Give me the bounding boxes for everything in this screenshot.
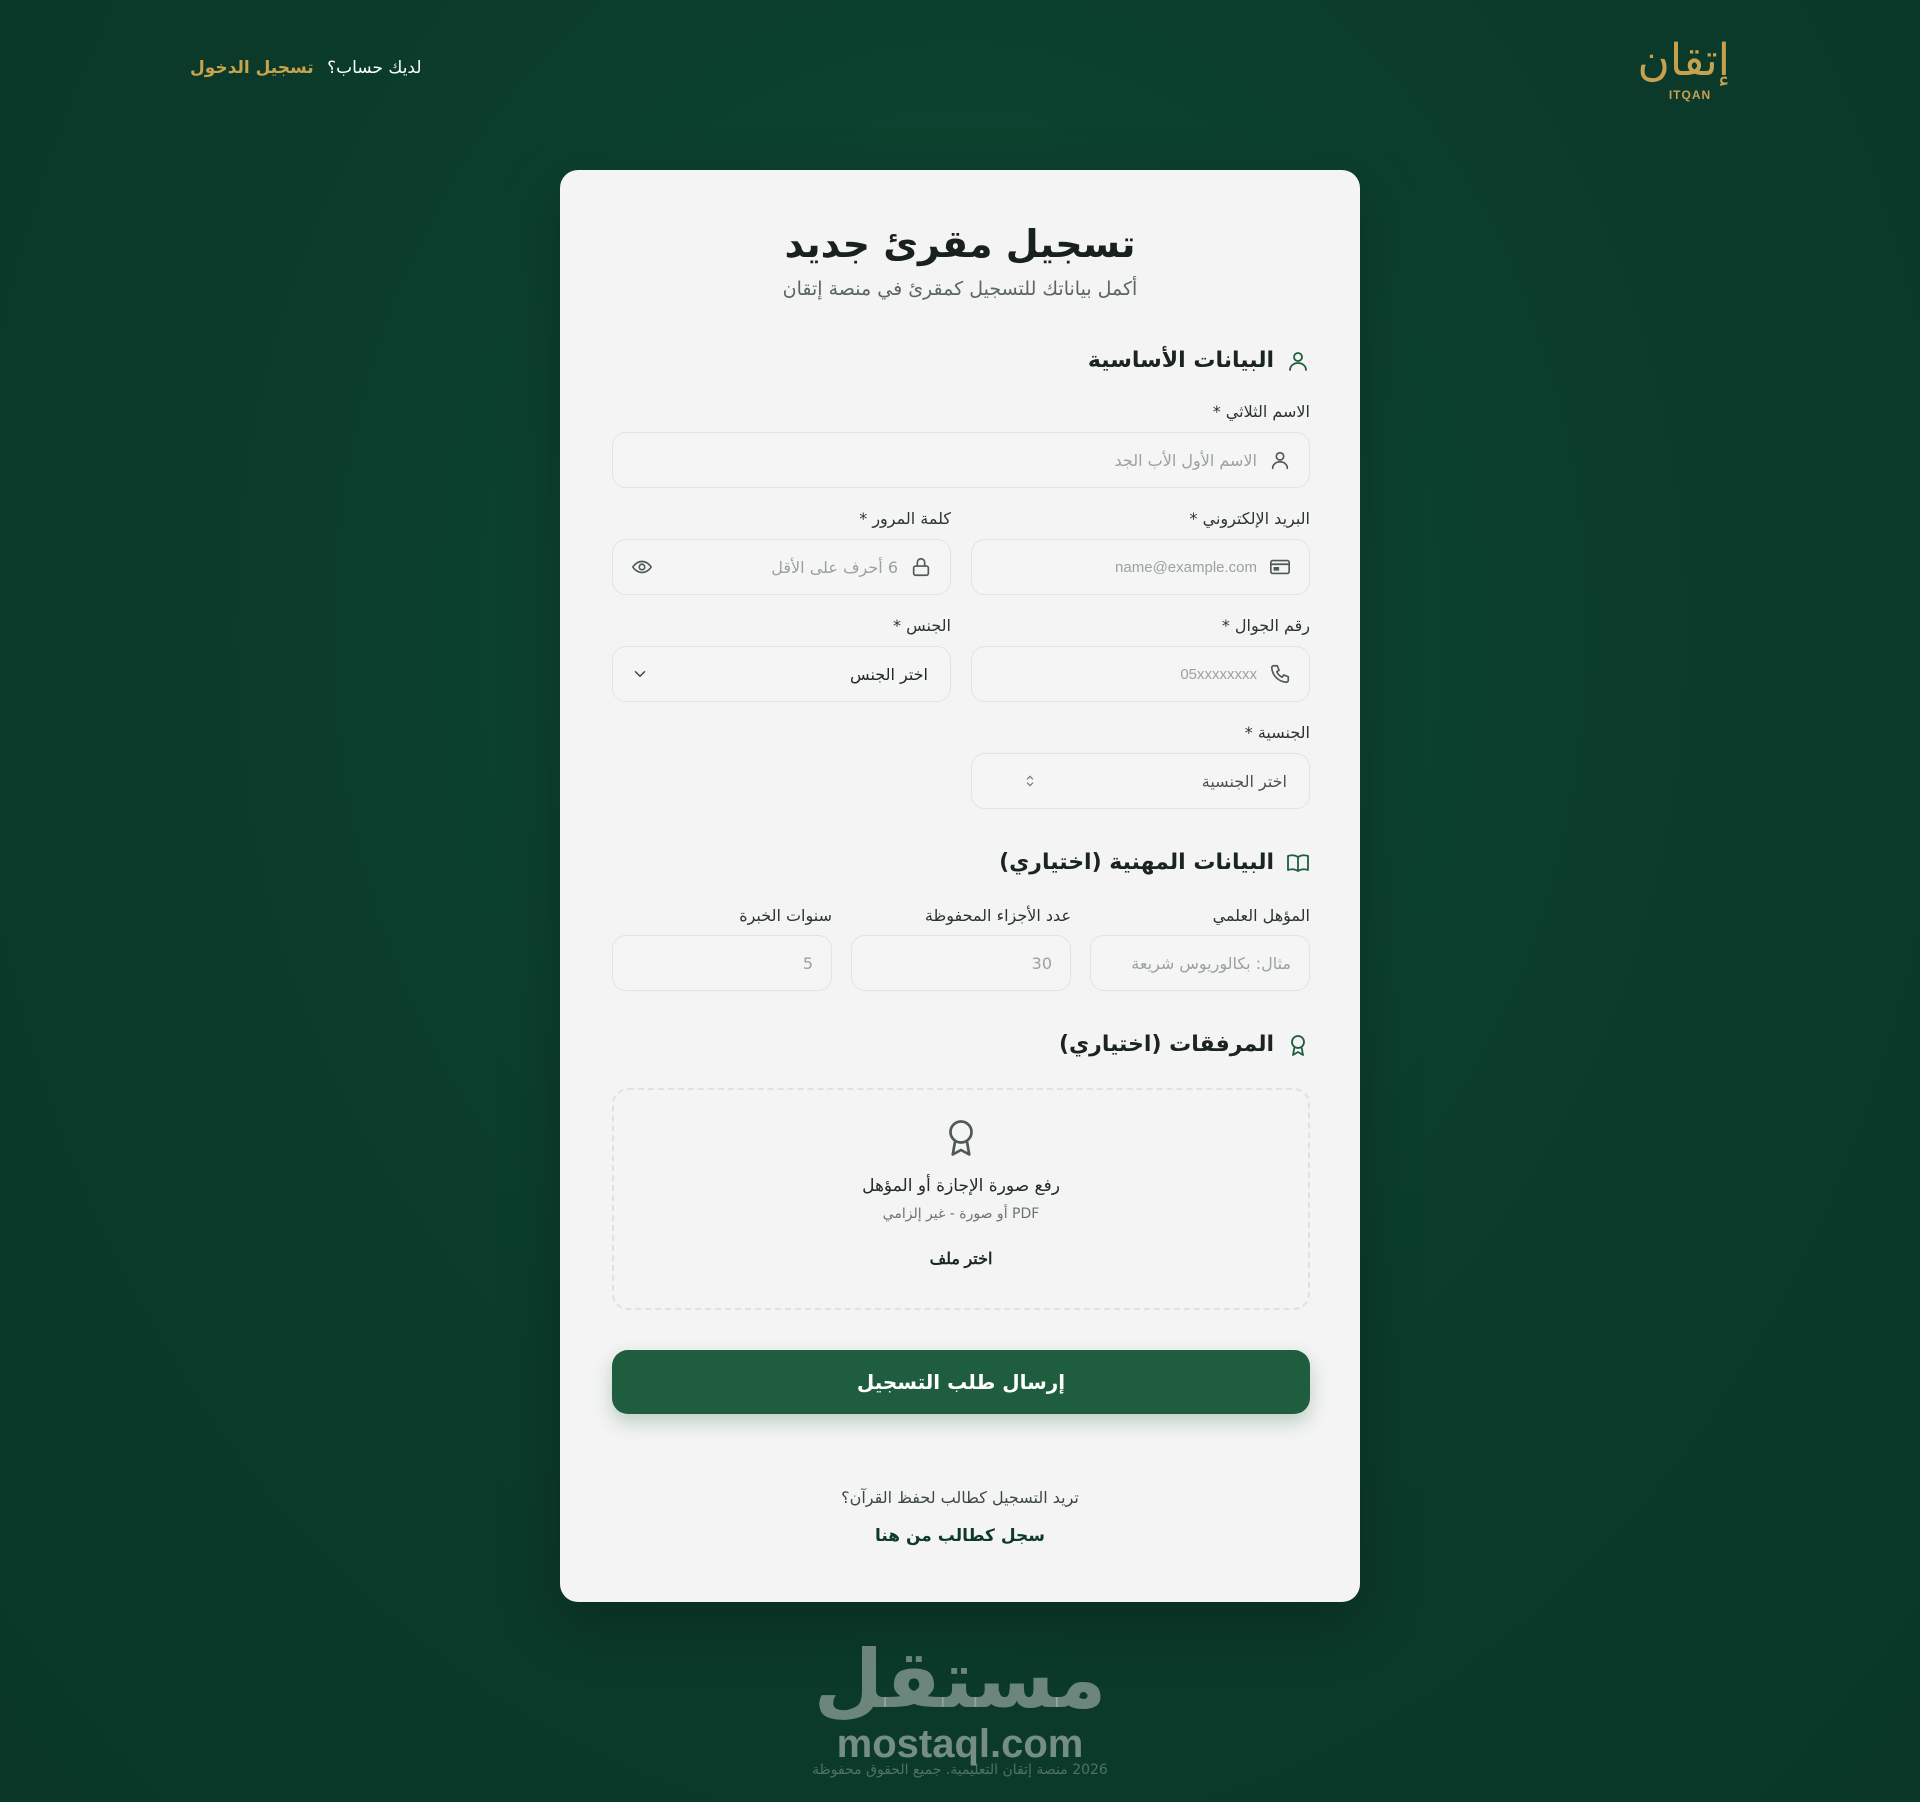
logo-arabic-text: إتقان	[1637, 35, 1730, 86]
login-prompt	[190, 58, 422, 78]
watermark-arabic: مستقل	[813, 1633, 1107, 1726]
register-as-student-link[interactable]: سجل كطالب من هنا	[874, 1526, 1046, 1546]
experience-years-label: سنوات الخبرة	[739, 906, 832, 925]
page-title: تسجيل مقرئ جديد	[784, 222, 1136, 266]
nationality-label: الجنسية *	[1244, 723, 1310, 742]
nationality-selected-value: اختر الجنسية	[1201, 771, 1287, 791]
itqan-logo[interactable]	[1637, 30, 1730, 112]
submit-registration-button[interactable]: إرسال طلب التسجيل	[612, 1350, 1310, 1414]
email-input[interactable]	[971, 539, 1310, 595]
phone-label: رقم الجوال *	[1221, 616, 1310, 635]
email-placeholder: name@example.com	[1115, 558, 1257, 576]
file-dropzone[interactable]	[612, 1088, 1310, 1310]
email-card-icon	[1269, 556, 1291, 578]
award-icon	[943, 1118, 979, 1158]
login-link[interactable]: تسجيل الدخول	[190, 58, 314, 78]
section-professional-title: البيانات المهنية (اختياري)	[999, 850, 1274, 875]
eye-icon[interactable]	[631, 556, 653, 578]
section-professional-heading	[999, 850, 1310, 875]
qualification-input[interactable]	[1090, 935, 1310, 991]
experience-years-placeholder: 5	[802, 953, 813, 973]
parts-memorized-placeholder: 30	[1031, 953, 1052, 973]
phone-icon	[1269, 663, 1291, 685]
email-label: البريد الإلكتروني *	[1189, 509, 1310, 528]
section-basic-title: البيانات الأساسية	[1087, 348, 1274, 373]
choose-file-button[interactable]: اختر ملف	[614, 1248, 1308, 1270]
gender-selected-value: اختر الجنس	[850, 664, 928, 684]
chevron-down-icon	[631, 665, 649, 683]
lock-icon	[910, 556, 932, 578]
watermark-latin: mostaql.com	[836, 1722, 1084, 1766]
qualification-label: المؤهل العلمي	[1212, 906, 1310, 925]
user-icon	[1269, 449, 1291, 471]
gender-select[interactable]	[612, 646, 951, 702]
registration-card	[560, 170, 1360, 1602]
logo-latin-text: ITQAN	[1668, 88, 1712, 102]
parts-memorized-label: عدد الأجزاء المحفوظة	[924, 906, 1071, 925]
password-placeholder: 6 أحرف على الأقل	[771, 557, 898, 577]
parts-memorized-input[interactable]	[851, 935, 1071, 991]
password-label: كلمة المرور *	[859, 509, 951, 528]
chevron-up-down-icon	[1022, 773, 1038, 789]
qualification-placeholder: مثال: بكالوريوس شريعة	[1131, 953, 1291, 973]
open-book-icon	[1286, 851, 1310, 875]
phone-input[interactable]	[971, 646, 1310, 702]
login-question: لديك حساب؟	[327, 58, 422, 78]
experience-years-input[interactable]	[612, 935, 832, 991]
phone-placeholder: 05xxxxxxxx	[1180, 665, 1257, 683]
upload-title: رفع صورة الإجازة أو المؤهل	[862, 1176, 1060, 1196]
full-name-input[interactable]	[612, 432, 1310, 488]
full-name-label: الاسم الثلاثي *	[1212, 402, 1310, 421]
upload-hint: PDF أو صورة - غير إلزامي	[882, 1206, 1040, 1222]
user-icon	[1286, 349, 1310, 373]
section-basic-heading	[1088, 348, 1310, 373]
copyright-text: 2026 منصة إتقان التعليمية. جميع الحقوق محفوظة	[812, 1762, 1108, 1778]
full-name-placeholder: الاسم الأول الأب الجد	[1114, 450, 1257, 470]
section-attachments-heading	[1059, 1032, 1310, 1057]
award-icon	[1286, 1033, 1310, 1057]
password-input[interactable]	[612, 539, 951, 595]
student-question: تريد التسجيل كطالب لحفظ القرآن؟	[841, 1488, 1079, 1507]
gender-label: الجنس *	[893, 616, 951, 635]
nationality-select[interactable]	[971, 753, 1310, 809]
section-attachments-title: المرفقات (اختياري)	[1058, 1032, 1274, 1057]
page-subtitle: أكمل بياناتك للتسجيل كمقرئ في منصة إتقان	[782, 278, 1138, 300]
